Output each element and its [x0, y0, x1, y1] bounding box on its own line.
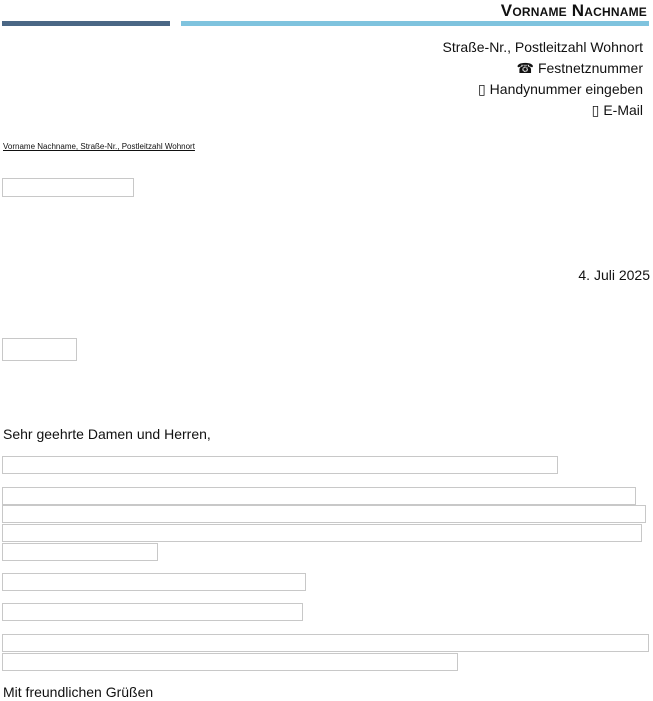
body-field-1[interactable] — [2, 456, 558, 474]
email-icon: ▯ — [591, 102, 600, 118]
subject-field[interactable] — [2, 338, 77, 361]
telephone-icon: ☎ — [516, 60, 534, 76]
sender-name: Vorname Nachname — [500, 1, 647, 20]
return-address-line: Vorname Nachname, Straße-Nr., Postleitzahl Wohnort — [3, 142, 195, 151]
body-field-7[interactable] — [2, 603, 303, 621]
mobile-phone-icon: ▯ — [477, 81, 486, 97]
recipient-field[interactable] — [2, 178, 134, 197]
body-field-6[interactable] — [2, 573, 306, 591]
body-field-2[interactable] — [2, 487, 636, 505]
closing: Mit freundlichen Grüßen — [3, 684, 154, 700]
salutation: Sehr geehrte Damen und Herren, — [3, 426, 211, 442]
body-field-8[interactable] — [2, 634, 649, 652]
sender-address: Straße-Nr., Postleitzahl Wohnort — [442, 39, 643, 55]
letter-date: 4. Juli 2025 — [578, 267, 650, 283]
header-bar-dark — [2, 21, 170, 26]
body-field-9[interactable] — [2, 653, 458, 671]
body-field-4[interactable] — [2, 524, 642, 542]
header-bar-light — [181, 21, 649, 26]
phone-line: ☎ Festnetznummer — [516, 60, 643, 76]
email-line: ▯ E-Mail — [591, 102, 643, 118]
body-field-3[interactable] — [2, 505, 646, 523]
mobile-line: ▯ Handynummer eingeben — [477, 81, 643, 97]
body-field-5[interactable] — [2, 543, 158, 561]
